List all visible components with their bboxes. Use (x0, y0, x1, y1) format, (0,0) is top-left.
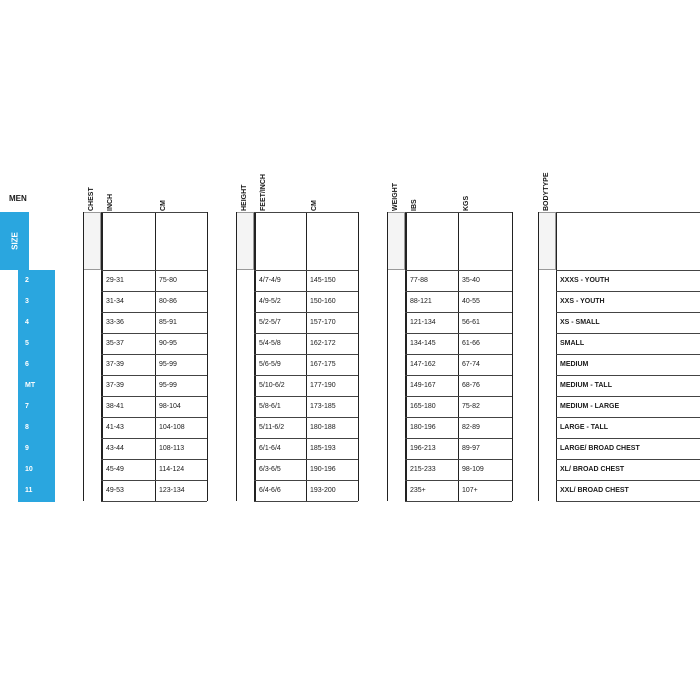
table-cell: 95-99 (159, 361, 177, 368)
table-cell: 162-172 (310, 340, 336, 347)
table-cell: 5/2-5/7 (259, 319, 281, 326)
size-value: 4 (25, 319, 29, 326)
table-cell: 104-108 (159, 424, 185, 431)
group-label: HEIGHT (241, 184, 248, 211)
table-cell: 235+ (410, 487, 426, 494)
grid-line (255, 212, 256, 501)
column-header: KGS (463, 195, 470, 211)
grid-line (254, 501, 358, 502)
table-cell: 196-213 (410, 445, 436, 452)
table-cell: 31-34 (106, 298, 124, 305)
grid-line (405, 212, 512, 213)
column-header: FEET/INCH (260, 174, 267, 211)
table-cell: 6/3-6/5 (259, 466, 281, 473)
table-cell: 33-36 (106, 319, 124, 326)
table-cell: 37-39 (106, 382, 124, 389)
table-cell: 165-180 (410, 403, 436, 410)
page-title: MEN (9, 194, 27, 203)
table-cell: 193-200 (310, 487, 336, 494)
group-label-bar (538, 212, 556, 270)
grid-line (556, 212, 700, 213)
table-cell: 5/6-5/9 (259, 361, 281, 368)
table-cell: 5/4-5/8 (259, 340, 281, 347)
grid-line (83, 212, 84, 501)
table-cell: XXS - YOUTH (560, 298, 605, 305)
table-cell: 68-76 (462, 382, 480, 389)
table-cell: 37-39 (106, 361, 124, 368)
table-cell: 134-145 (410, 340, 436, 347)
table-cell: 149-167 (410, 382, 436, 389)
table-cell: 40-55 (462, 298, 480, 305)
size-value: 8 (25, 424, 29, 431)
column-header: CM (160, 200, 167, 211)
grid-line (387, 212, 388, 501)
size-value: 11 (25, 487, 33, 494)
column-header: CM (311, 200, 318, 211)
grid-line (101, 501, 207, 502)
table-cell: 89-97 (462, 445, 480, 452)
table-cell: 6/4-6/6 (259, 487, 281, 494)
table-cell: 190-196 (310, 466, 336, 473)
table-cell: 145-150 (310, 277, 336, 284)
table-cell: SMALL (560, 340, 585, 347)
table-cell: 41-43 (106, 424, 124, 431)
table-cell: XXXS - YOUTH (560, 277, 610, 284)
size-value: 5 (25, 340, 29, 347)
size-value: MT (25, 382, 36, 389)
group-label-bar (236, 212, 254, 270)
table-cell: 98-104 (159, 403, 181, 410)
grid-line (556, 212, 557, 501)
table-cell: LARGE - TALL (560, 424, 609, 431)
table-cell: XS - SMALL (560, 319, 600, 326)
table-cell: MEDIUM - TALL (560, 382, 612, 389)
table-cell: 215-233 (410, 466, 436, 473)
table-cell: 173-185 (310, 403, 336, 410)
table-cell: 38-41 (106, 403, 124, 410)
table-cell: 180-196 (410, 424, 436, 431)
table-cell: 90-95 (159, 340, 177, 347)
size-value: 7 (25, 403, 29, 410)
group-label: BODYTYPE (543, 172, 550, 211)
grid-line (207, 212, 208, 501)
grid-line (538, 212, 539, 501)
size-header-label: SIZE (10, 232, 19, 250)
grid-line (458, 212, 459, 501)
table-cell: 167-175 (310, 361, 336, 368)
table-cell: MEDIUM - LARGE (560, 403, 620, 410)
grid-line (406, 212, 407, 501)
table-cell: XL/ BROAD CHEST (560, 466, 625, 473)
table-cell: 107+ (462, 487, 478, 494)
table-cell: 43-44 (106, 445, 124, 452)
grid-line (358, 212, 359, 501)
column-header: INCH (107, 193, 114, 211)
table-cell: 49-53 (106, 487, 124, 494)
group-label-bar (387, 212, 405, 270)
table-cell: LARGE/ BROAD CHEST (560, 445, 640, 452)
size-header (0, 212, 29, 270)
table-cell: 29-31 (106, 277, 124, 284)
table-cell: MEDIUM (560, 361, 589, 368)
table-cell: 98-109 (462, 466, 484, 473)
grid-line (101, 212, 207, 213)
grid-line (306, 212, 307, 501)
table-cell: 114-124 (159, 466, 185, 473)
table-cell: 180-188 (310, 424, 336, 431)
table-cell: 95-99 (159, 382, 177, 389)
table-cell: 67-74 (462, 361, 480, 368)
size-value: 3 (25, 298, 29, 305)
table-cell: XXL/ BROAD CHEST (560, 487, 629, 494)
grid-line (254, 212, 358, 213)
grid-line (102, 212, 103, 501)
table-cell: 108-113 (159, 445, 185, 452)
table-cell: 4/7-4/9 (259, 277, 281, 284)
grid-line (155, 212, 156, 501)
table-cell: 147-162 (410, 361, 436, 368)
table-cell: 77-88 (410, 277, 428, 284)
table-cell: 75-82 (462, 403, 480, 410)
size-value: 2 (25, 277, 29, 284)
table-cell: 82-89 (462, 424, 480, 431)
group-label-bar (83, 212, 101, 270)
table-cell: 6/1-6/4 (259, 445, 281, 452)
table-cell: 35-40 (462, 277, 480, 284)
table-cell: 157-170 (310, 319, 336, 326)
table-cell: 56-61 (462, 319, 480, 326)
table-cell: 4/9-5/2 (259, 298, 281, 305)
table-cell: 88-121 (410, 298, 432, 305)
grid-line (236, 212, 237, 501)
table-cell: 150-160 (310, 298, 336, 305)
grid-line (405, 501, 512, 502)
group-label: CHEST (88, 187, 95, 211)
size-value: 10 (25, 466, 33, 473)
table-cell: 85-91 (159, 319, 177, 326)
group-label: WEIGHT (392, 183, 399, 211)
grid-line (512, 212, 513, 501)
table-cell: 61-66 (462, 340, 480, 347)
table-cell: 45-49 (106, 466, 124, 473)
size-value: 9 (25, 445, 29, 452)
table-cell: 121-134 (410, 319, 436, 326)
table-cell: 123-134 (159, 487, 185, 494)
table-cell: 5/8-6/1 (259, 403, 281, 410)
size-value: 6 (25, 361, 29, 368)
table-cell: 5/10-6/2 (259, 382, 285, 389)
table-cell: 177-190 (310, 382, 336, 389)
table-cell: 80-86 (159, 298, 177, 305)
grid-line (556, 501, 700, 502)
table-cell: 35-37 (106, 340, 124, 347)
column-header: IBS (411, 199, 418, 211)
table-cell: 5/11-6/2 (259, 424, 285, 431)
table-cell: 75-80 (159, 277, 177, 284)
table-cell: 185-193 (310, 445, 336, 452)
